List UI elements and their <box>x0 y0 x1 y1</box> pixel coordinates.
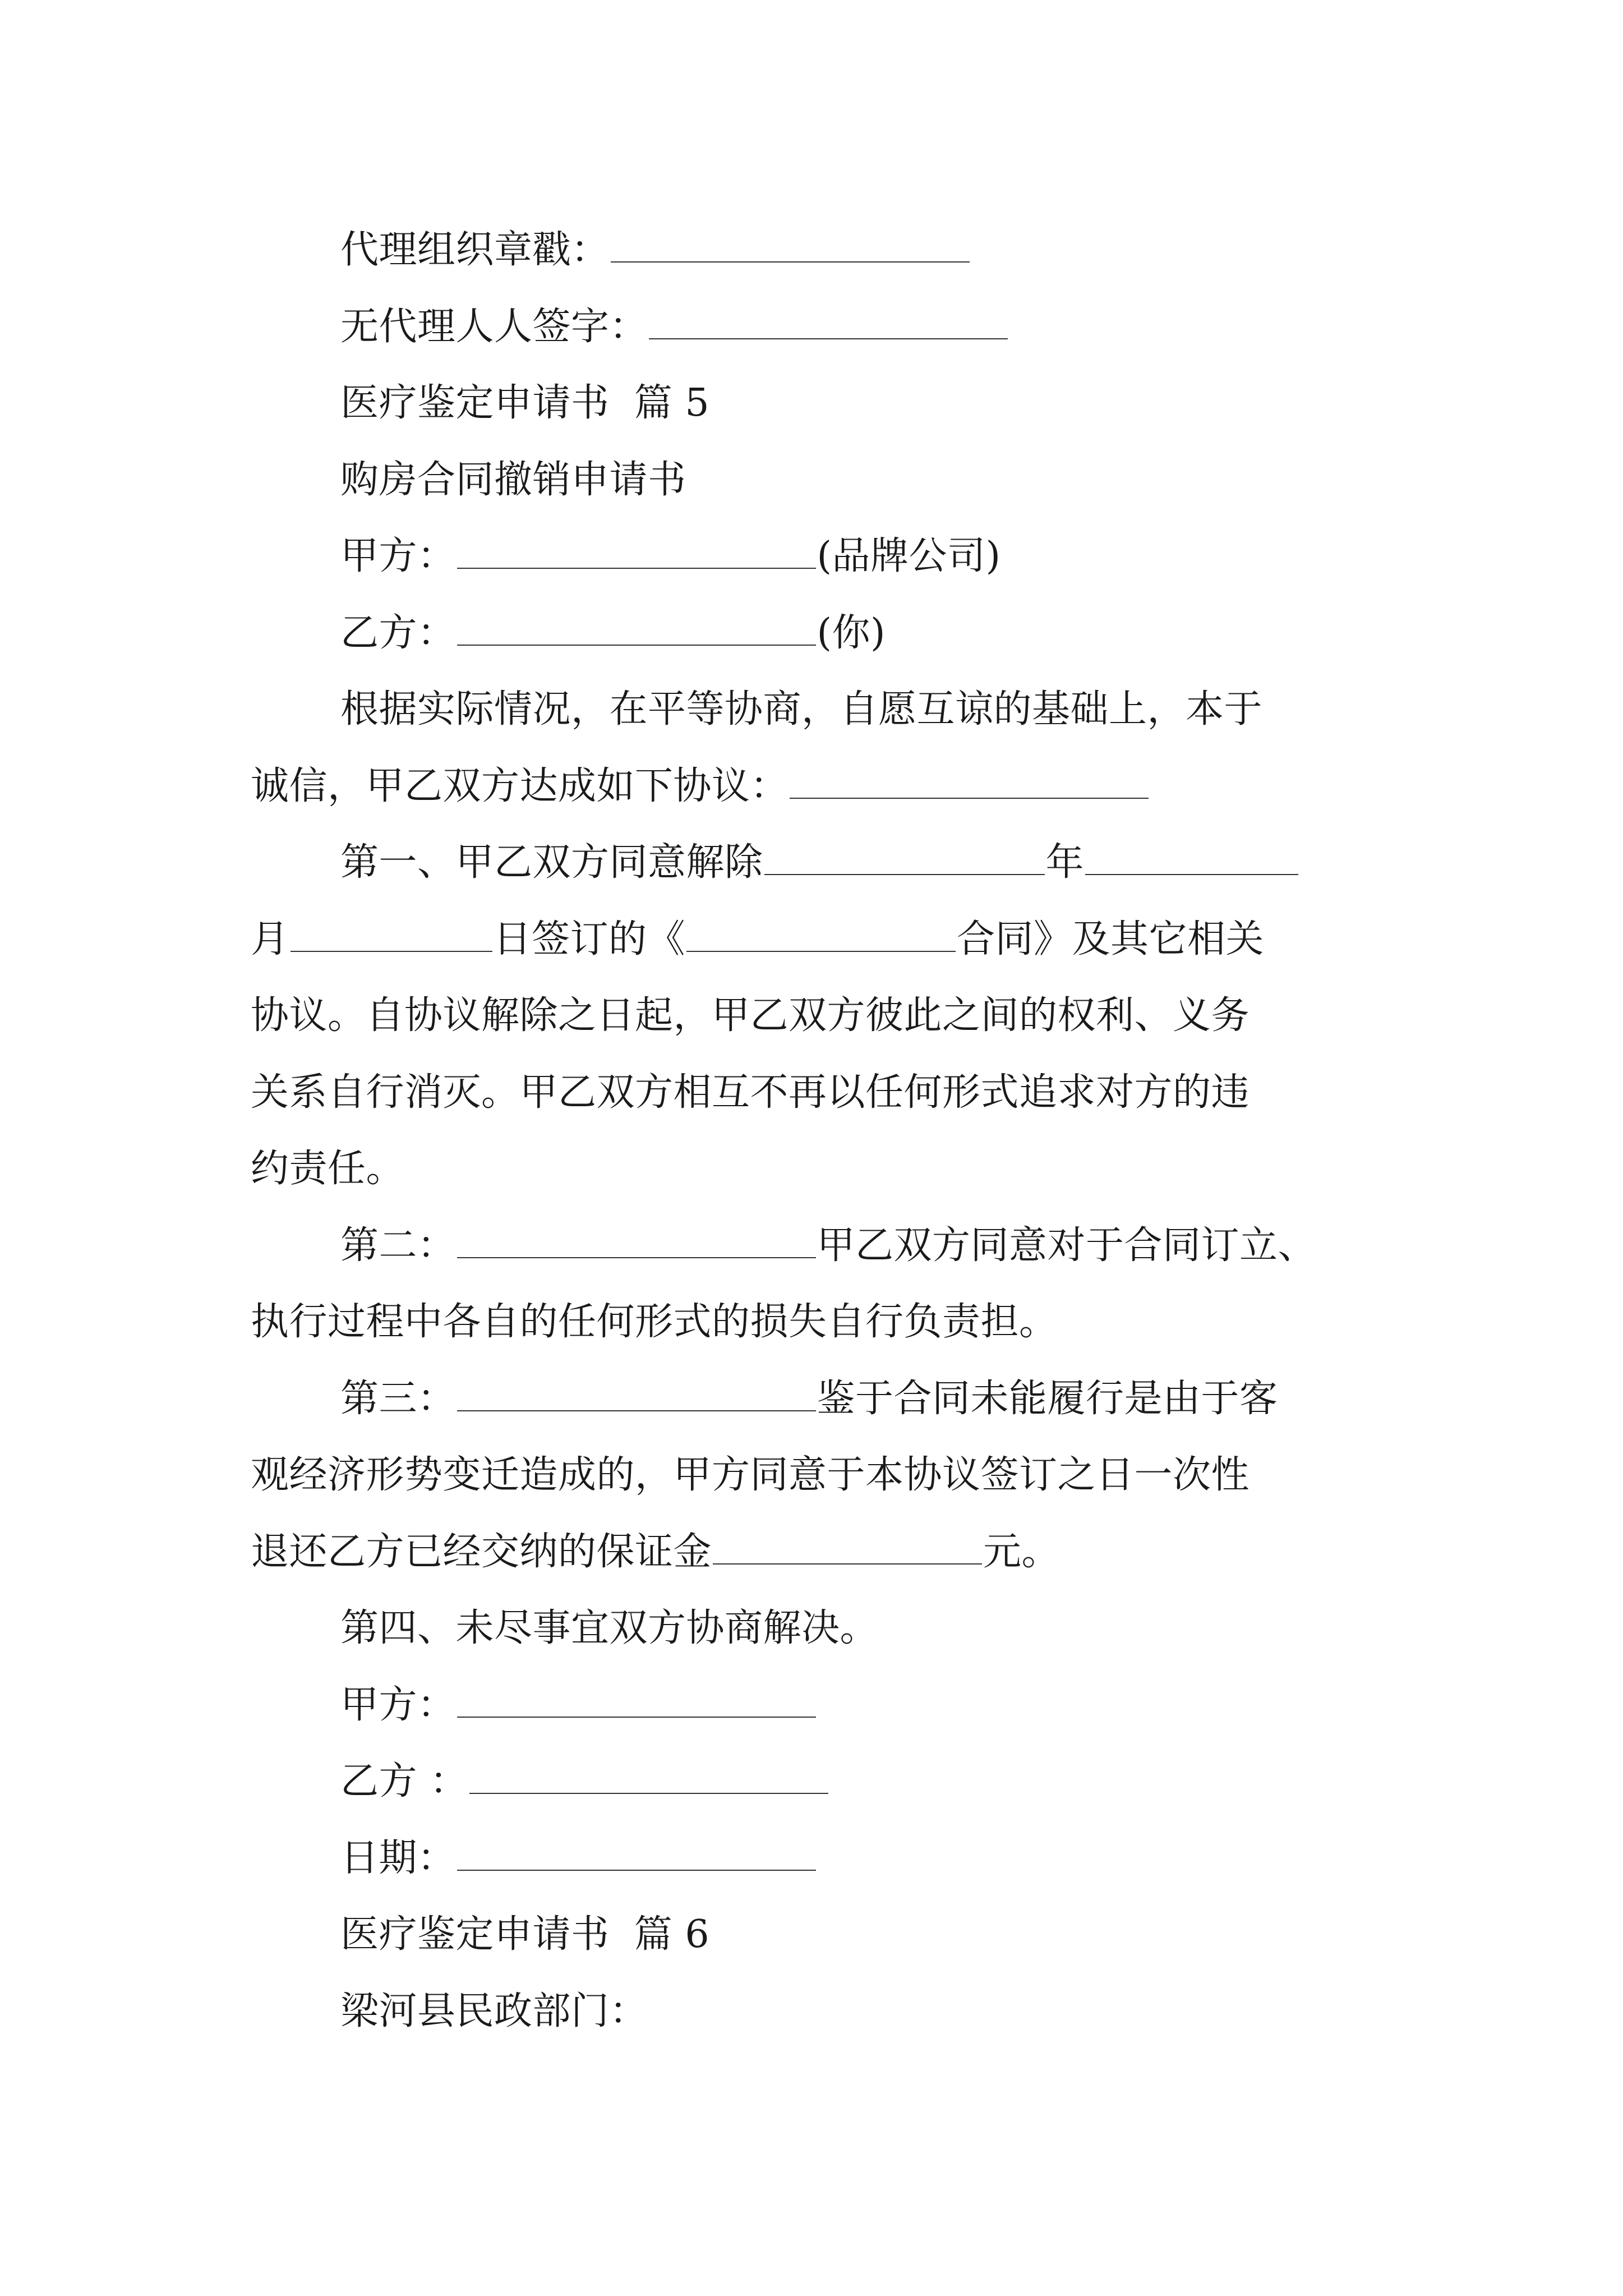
intro-text-2: 诚信，甲乙双方达成如下协议： <box>251 763 789 808</box>
party-b-label: 乙方： <box>340 610 456 655</box>
art2-line-1 <box>251 1208 1395 1285</box>
sign-date-blank <box>457 1841 816 1871</box>
intro-line-2 <box>251 748 1395 825</box>
art1-month-blank <box>1085 845 1298 875</box>
agency-seal-label: 代理组织章戳： <box>340 228 610 272</box>
art1-year-blank <box>764 845 1045 875</box>
sign-a-label: 甲方： <box>340 1682 456 1727</box>
sign-b-label: 乙方 ： <box>340 1759 468 1803</box>
art1-line-4: 关系自行消灭。甲乙双方相互不再以任何形式追求对方的违 <box>251 1070 1250 1115</box>
party-b-blank <box>457 615 816 646</box>
intro-line-1: 根据实际情况，在平等协商，自愿互谅的基础上，本于 <box>340 687 1263 731</box>
no-agent-sign-line <box>251 289 1395 366</box>
art1-line-1 <box>251 825 1395 901</box>
no-agent-sign-label: 无代理人人签字： <box>340 304 648 349</box>
sign-a-line <box>251 1667 1395 1744</box>
art1-line-3: 协议。自协议解除之日起，甲乙双方彼此之间的权利、义务 <box>251 993 1250 1038</box>
art3-text-3: 退还乙方已经交纳的保证金 <box>251 1529 712 1574</box>
addressee-line: 梁河县民政部门： <box>340 1989 648 2033</box>
sign-b-line <box>251 1743 1395 1820</box>
agency-seal-line <box>251 212 1395 289</box>
art1-line-5: 约责任。 <box>251 1147 405 1191</box>
art2-text-1: 甲乙双方同意对于合同订立、 <box>817 1223 1317 1268</box>
art1-contract-blank <box>686 922 956 952</box>
art2-label: 第二： <box>340 1223 456 1268</box>
no-agent-sign-blank <box>649 309 1008 339</box>
art3-unit: 元。 <box>983 1529 1061 1574</box>
art2-blank <box>457 1228 816 1258</box>
art2-line-2: 执行过程中各自的任何形式的损失自行负责担。 <box>251 1300 1058 1344</box>
sign-date-line <box>251 1820 1395 1897</box>
sign-a-blank <box>457 1687 816 1718</box>
art3-line-1 <box>251 1361 1395 1438</box>
document-body <box>251 212 1395 2050</box>
art1-day-signed: 日签订的《 <box>493 917 686 961</box>
art1-contract-rel: 合同》及其它相关 <box>957 917 1265 961</box>
party-a-note: (品牌公司) <box>817 534 1001 578</box>
section6-heading: 医疗鉴定申请书 篇 6 <box>340 1912 710 1957</box>
art3-text-1: 鉴于合同未能履行是由于客 <box>817 1376 1278 1421</box>
art3-blank <box>457 1381 816 1411</box>
party-a-blank <box>457 539 816 569</box>
sign-date-label: 日期： <box>340 1835 456 1880</box>
art3-deposit-blank <box>713 1534 982 1565</box>
party-a-line <box>251 518 1395 595</box>
art3-line-2: 观经济形势变迁造成的，甲方同意于本协议签订之日一次性 <box>251 1453 1250 1497</box>
art3-line-3 <box>251 1514 1395 1591</box>
sign-b-blank <box>469 1764 828 1794</box>
party-a-label: 甲方： <box>340 534 456 578</box>
document-title: 购房合同撤销申请书 <box>340 457 686 502</box>
party-b-note: (你) <box>817 610 886 655</box>
party-b-line <box>251 595 1395 672</box>
art1-line-2 <box>251 901 1395 978</box>
agency-seal-blank <box>611 232 970 263</box>
art1-month: 月 <box>251 917 289 961</box>
art3-label: 第三： <box>340 1376 456 1421</box>
art1-text-1: 第一、甲乙双方同意解除 <box>340 840 763 885</box>
art1-year: 年 <box>1045 840 1085 885</box>
art1-day-blank <box>291 922 492 952</box>
section5-heading: 医疗鉴定申请书 篇 5 <box>340 381 710 425</box>
art4-line: 第四、未尽事宜双方协商解决。 <box>340 1606 879 1650</box>
intro-blank <box>790 769 1149 799</box>
